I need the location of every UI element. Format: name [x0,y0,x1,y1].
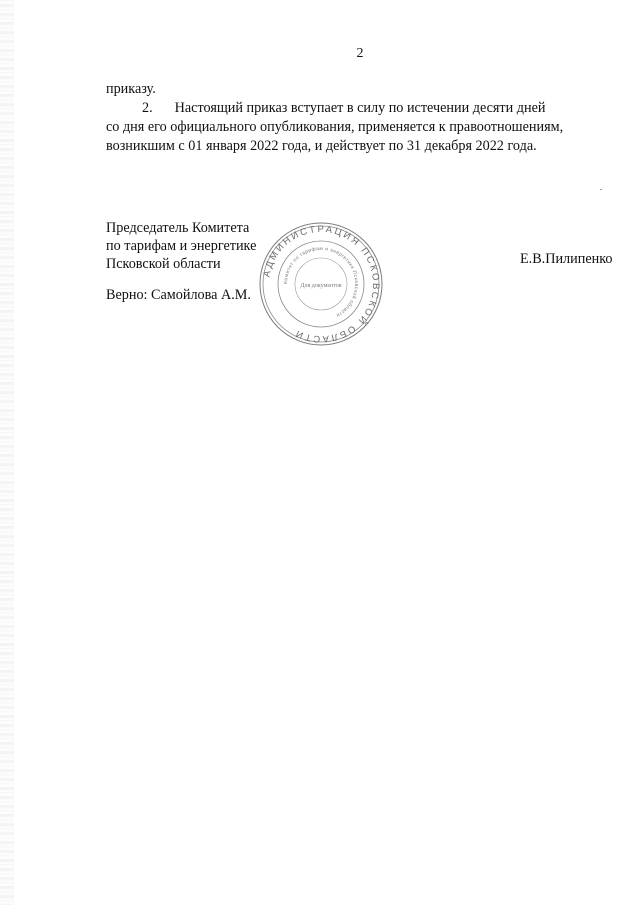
signer-title-line1: Председатель Комитета [106,220,250,236]
official-stamp [258,221,384,347]
scan-edge [0,0,14,905]
paragraph1-end: приказу. [106,81,156,97]
page-number: 2 [356,46,364,61]
copy-note: Верно: Самойлова А.М. [106,287,251,303]
scan-dot [600,189,602,190]
paragraph2-line2: со дня его официального опубликования, применяется к правоотношениям, [106,119,564,135]
paragraph2-line1-text: Настоящий приказ вступает в силу по истечении десяти дней [174,100,546,116]
body-text [106,80,618,156]
stamp-inner-text: Комитет по тарифам и энергетике Псковской области [282,245,360,319]
stamp-center-text: Для документов [300,283,342,289]
signer-name: Е.В.Пилипенко [520,251,613,267]
signer-title-line3: Псковской области [106,256,221,272]
paragraph2-number: 2. [142,100,153,116]
stamp-outer-text: АДМИНИСТРАЦИЯ ПСКОВСКОЙ ОБЛАСТИ [261,223,382,345]
paragraph2-line1 [106,99,618,118]
signer-title-line2: по тарифам и энергетике [106,238,257,254]
paragraph2-line3: возникшим с 01 января 2022 года, и действует по 31 декабря 2022 года. [106,138,537,154]
